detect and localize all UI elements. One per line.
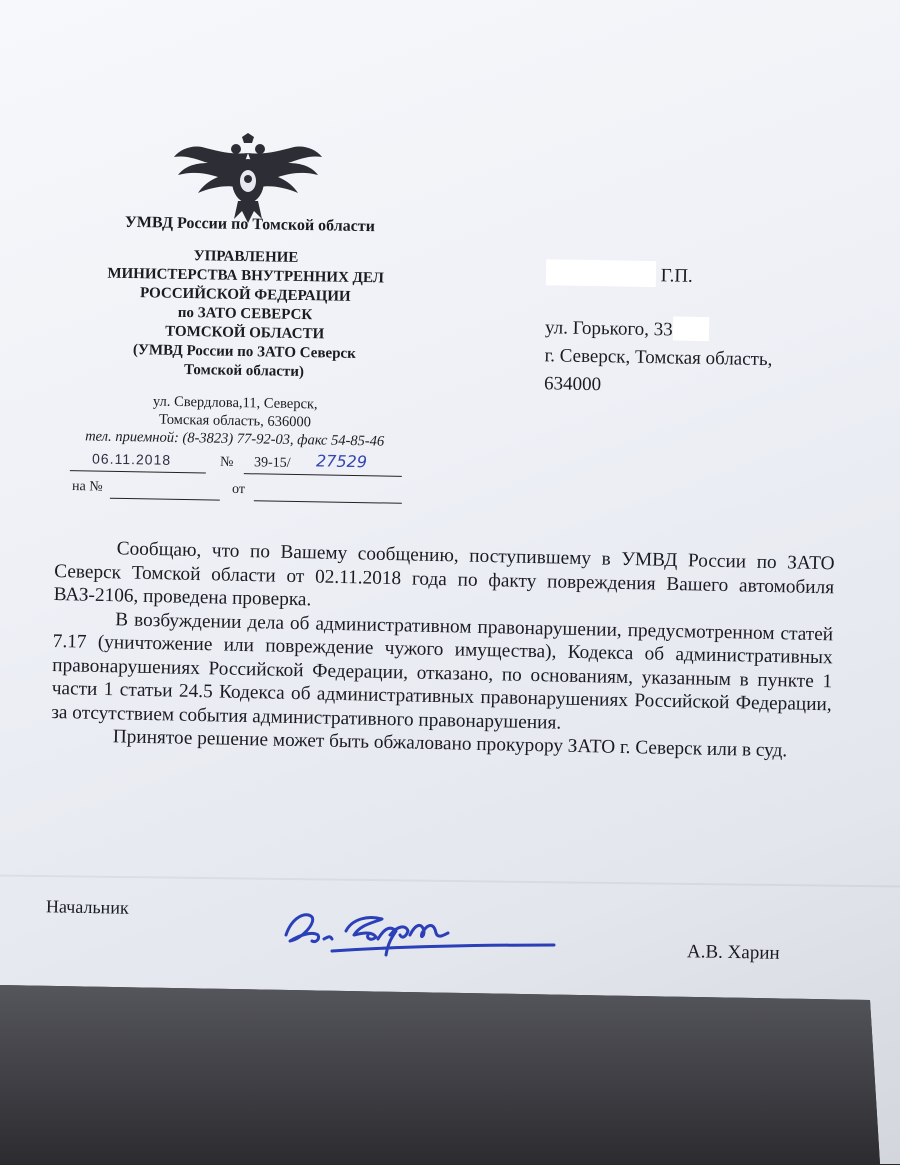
org-line: РОССИЙСКОЙ ФЕДЕРАЦИИ bbox=[139, 285, 351, 305]
reply-to-label: на № bbox=[71, 479, 103, 495]
letterhead-title: УМВД России по Томской области bbox=[124, 213, 376, 236]
redaction-box bbox=[673, 316, 709, 341]
body-paragraph: В возбуждении дела об административном правонарушении, предусмотренном статей 7.17 (уничтожение или повреждение чужого имущества), Кодекса об административных правонарушениях Российской Федерации, отказано, по основаниям, указанным в пункте 1 части 1 статьи 24.5 Кодекса об административных правонарушениях Российской Федерации, за отсутствием события административного правонарушения. bbox=[51, 608, 834, 734]
redaction-box bbox=[546, 259, 656, 287]
recipient-name bbox=[546, 259, 866, 294]
number-field bbox=[244, 453, 402, 477]
signatory-name: А.В. Харин bbox=[686, 941, 780, 964]
org-line: Томской области) bbox=[183, 361, 305, 381]
signatory-position: Начальник bbox=[45, 896, 129, 918]
recipient-initials: Г.П. bbox=[660, 265, 693, 287]
recipient-postcode: 634000 bbox=[543, 373, 602, 396]
eagle-emblem-icon bbox=[172, 133, 324, 225]
org-line: ТОМСКОЙ ОБЛАСТИ bbox=[165, 323, 325, 343]
org-line: (УМВД России по ЗАТО Северск bbox=[132, 342, 356, 362]
number-handwritten: 27529 bbox=[315, 451, 368, 472]
from-field bbox=[254, 480, 402, 504]
recipient-block bbox=[544, 259, 866, 404]
background-surface bbox=[0, 985, 880, 1165]
date-field bbox=[70, 450, 206, 473]
recipient-city: г. Северск, Томская область, bbox=[544, 345, 773, 371]
number-label: № bbox=[219, 454, 234, 470]
phone-line: тел. приемной: (8-3823) 77-92-03, факс 54-85-46 bbox=[85, 428, 385, 450]
registration-date: 06.11.2018 bbox=[91, 450, 172, 468]
address-line: ул. Свердлова,11, Северск, bbox=[152, 393, 318, 413]
letter-body bbox=[51, 536, 835, 764]
letterhead-organization bbox=[69, 245, 421, 384]
org-line: УПРАВЛЕНИЕ bbox=[193, 248, 299, 266]
org-line: по ЗАТО СЕВЕРСК bbox=[177, 304, 313, 324]
number-prefix: 39-15/ bbox=[253, 455, 291, 471]
reply-to-field bbox=[110, 478, 220, 501]
body-paragraph: Сообщаю, что по Вашему сообщению, поступившему в УМВД России по ЗАТО Северск Томской области от 02.11.2018 года по факту повреждения Вашего автомобиля ВАЗ-2106, проведена проверка. bbox=[53, 538, 835, 611]
address-line: Томская область, 636000 bbox=[158, 411, 312, 431]
org-line: МИНИСТЕРСТВА ВНУТРЕННИХ ДЕЛ bbox=[107, 265, 385, 287]
handwritten-signature bbox=[272, 895, 562, 975]
from-label: от bbox=[231, 481, 246, 498]
letterhead-address bbox=[60, 391, 411, 451]
recipient-street-text: ул. Горького, 33 bbox=[544, 317, 673, 341]
body-paragraph: Принятое решение может быть обжаловано прокурору ЗАТО г. Северск или в суд. bbox=[112, 726, 788, 762]
